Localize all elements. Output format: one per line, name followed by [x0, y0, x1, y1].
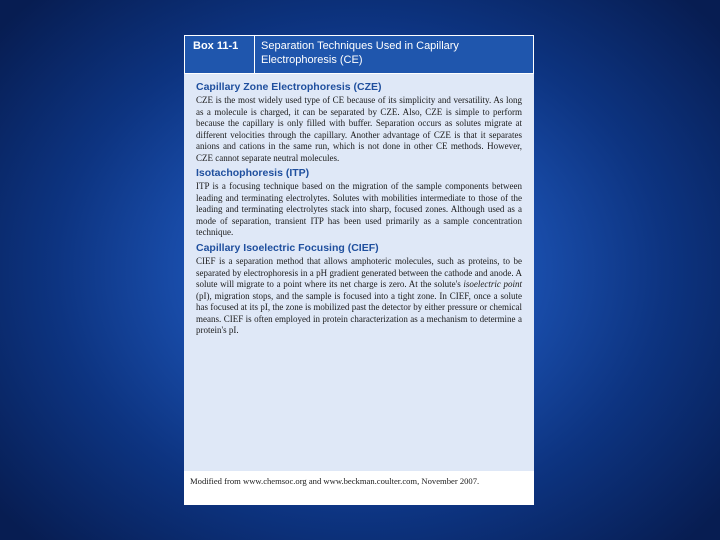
section-title-cze: Capillary Zone Electrophoresis (CZE) [196, 81, 382, 93]
cief-term: isoelectric point [463, 279, 522, 290]
box-label: Box 11-1 [185, 36, 255, 73]
section-title-itp: Isotachophoresis (ITP) [196, 167, 310, 180]
box-footer: Modified from www.chemsoc.org and www.beckman.coulter.com, November 2007. [184, 471, 534, 505]
cief-text-before: CIEF is a separation method that allows amphoteric molecules, such as proteins, to be separated by electrophoresis in a pH gradient generated between the cathode and anode. A solute will migrate to a point where its net charge is zero. At the solute's [196, 256, 522, 290]
section-text-cze: CZE is the most widely used type of CE because of its simplicity and versatility. As long as a molecule is charged, it can be separated by CZE. Also, CZE is simple to perform because the capillary is only filled with buffer. Separation occurs as solutes migrate at different velocities through the capillary. Another advantage of CZE is that it separates anions and cations in the same run, which is not done in other CE methods. However, CZE cannot separate neutral molecules. [196, 95, 522, 163]
section-text-cief [196, 256, 522, 337]
section-title-cief: Capillary Isoelectric Focusing (CIEF) [196, 242, 379, 255]
box-header [184, 35, 534, 74]
slide-box [184, 35, 534, 505]
box-title: Separation Techniques Used in Capillary Electrophoresis (CE) [261, 40, 459, 66]
section-text-itp: ITP is a focusing technique based on the migration of the sample components between leading and terminating electrolytes. Solutes with mobilities intermediate to those of the leading and terminating electrolytes stack into sharp, focused zones. Although used as a mode of separation, transient ITP has been used primarily as a sample concentration technique. [196, 181, 522, 238]
cief-text-after: (pI), migration stops, and the sample is focused into a tight zone. In CIEF, once a solute has focused at its pI, the zone is mobilized past the detector by either pressure or chemical means. CIEF is often employed in protein characterization as a mechanism to determine a protein's pI. [196, 290, 522, 336]
box-body [184, 74, 534, 337]
